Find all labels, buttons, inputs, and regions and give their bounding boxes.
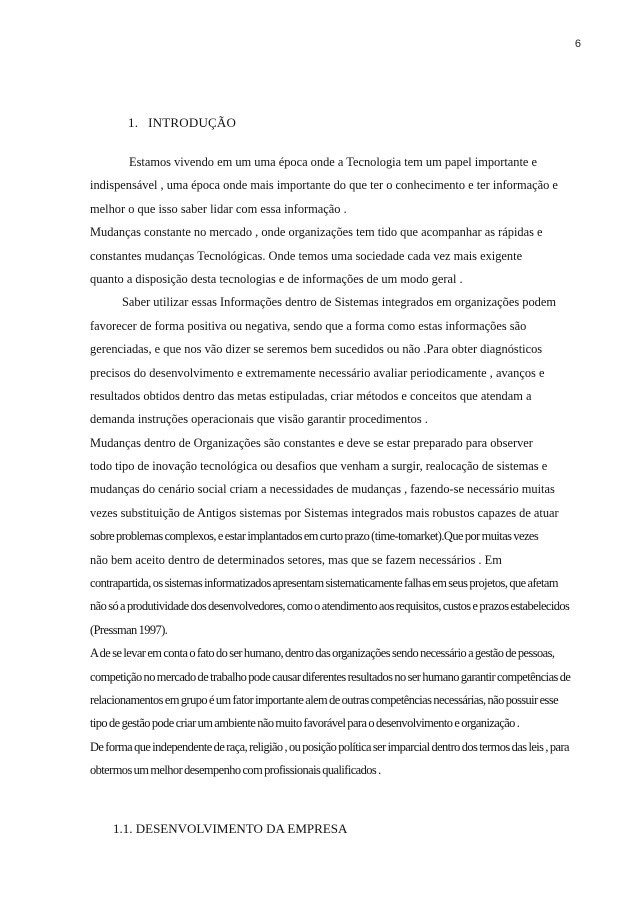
text-line: não bem aceito dentro de determinados setores, mas que se fazem necessários . Em (90, 552, 502, 567)
text-line: De forma que independente de raça, religião , ou posição política ser imparcial dentro dos termos das leis , para (90, 739, 570, 754)
text-line: Estamos vivendo em um uma época onde a Tecnologia tem um papel importante e (129, 155, 538, 169)
text-line: todo tipo de inovação tecnológica ou desafios que venham a surgir, realocação de sistemas e (90, 459, 548, 474)
text-line: não só a produtividade dos desenvolvedores, como o atendimento aos requisitos, custos e prazos estabelecidos (90, 599, 570, 614)
text-line: Saber utilizar essas Informações dentro de Sistemas integrados em organizações podem (122, 295, 556, 310)
text-line: obtermos um melhor desempenho com profissionais qualificados . (90, 763, 381, 778)
section-number: 1. (128, 115, 139, 130)
subsection-number: 1.1. (113, 821, 133, 836)
text-line: relacionamentos em grupo é um fator importante alem de outras competências necessárias, não possuir esse (90, 692, 559, 707)
text-line: tipo de gestão pode criar um ambiente não muito favorável para o desenvolvimento e organização . (90, 716, 520, 731)
text-line: demanda instruções operacionais que visão garantir procedimentos . (90, 412, 428, 427)
text-line: constantes mudanças Tecnológicas. Onde temos uma sociedade cada vez mais exigente (90, 248, 523, 263)
text-line: (Pressman 1997). (90, 622, 168, 637)
subsection-heading (113, 821, 347, 837)
text-line: melhor o que isso saber lidar com essa informação . (90, 201, 347, 216)
text-line: A de se levar em conta o fato do ser humano, dentro das organizações sendo necessário a gestão de pessoas, (90, 646, 555, 661)
text-line: contrapartida, os sistemas informatizados apresentam sistematicamente falhas em seus projetos, que afetam (90, 576, 558, 591)
subsection-title: DESENVOLVIMENTO DA EMPRESA (135, 821, 348, 836)
text-line: Mudanças constante no mercado , onde organizações tem tido que acompanhar as rápidas e (90, 225, 543, 240)
text-line: gerenciadas, e que nos vão dizer se seremos bem sucedidos ou não .Para obter diagnósticos (90, 342, 543, 357)
page-number: 6 (574, 38, 581, 50)
section-heading (128, 115, 236, 131)
text-line: vezes substituição de Antigos sistemas por Sistemas integrados mais robustos capazes de atuar (90, 505, 559, 520)
text-line: precisos do desenvolvimento e extremamente necessário avaliar periodicamente , avanços e (90, 365, 545, 380)
body-text (90, 151, 590, 783)
text-line: competição no mercado de trabalho pode causar diferentes resultados no ser humano garantir competências de (90, 669, 571, 684)
text-line: mudanças do cenário social criam a necessidades de mudanças , fazendo-se necessário muitas (90, 482, 555, 497)
text-line: indispensável , uma época onde mais importante do que ter o conhecimento e ter informação e (90, 178, 558, 193)
text-line: quanto a disposição desta tecnologias e de informações de um modo geral . (90, 271, 463, 286)
text-line: favorecer de forma positiva ou negativa, sendo que a forma como estas informações são (90, 318, 527, 333)
text-line: Mudanças dentro de Organizações são constantes e deve se estar preparado para observer (90, 435, 533, 450)
text-line: resultados obtidos dentro das metas estipuladas, criar métodos e conceitos que atendam a (90, 388, 532, 403)
text-line: sobre problemas complexos, e estar implantados em curto prazo (time-tomarket).Que por muitas vezes (90, 529, 539, 544)
section-title: INTRODUÇÃO (148, 115, 237, 130)
